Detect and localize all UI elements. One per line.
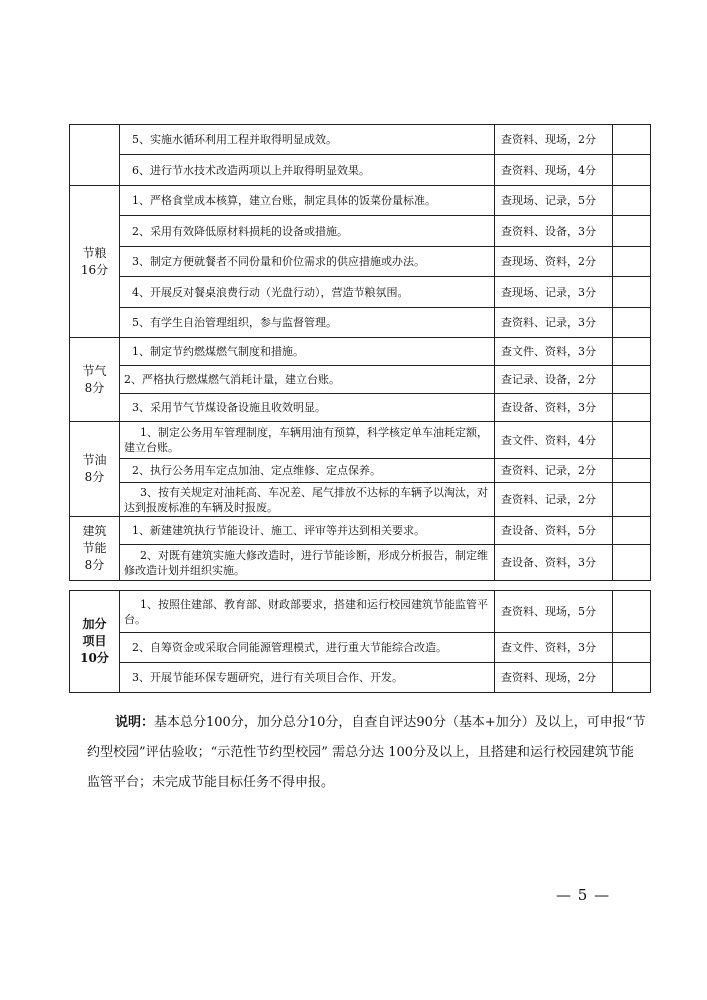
table-row bbox=[70, 422, 651, 459]
item-cell: 2、执行公务用车定点加油、定点维修、定点保养。 bbox=[120, 459, 495, 483]
item-cell: 1、按照住建部、教育部、财政部要求，搭建和运行校园建筑节能监管平台。 bbox=[120, 591, 495, 633]
page-number: — 5 — bbox=[556, 886, 611, 904]
category-cell bbox=[70, 591, 120, 693]
item-cell: 1、制定公务用车管理制度，车辆用油有预算，科学核定单车油耗定额，建立台账。 bbox=[120, 422, 495, 459]
category-cell bbox=[70, 338, 120, 422]
score-cell bbox=[613, 517, 651, 545]
bonus-table bbox=[69, 590, 651, 693]
method-cell: 查资料、现场，2分 bbox=[495, 663, 613, 693]
table-row bbox=[70, 663, 651, 693]
item-cell: 1、新建建筑执行节能设计、施工、评审等并达到相关要求。 bbox=[120, 517, 495, 545]
method-cell: 查资料、设备，3分 bbox=[495, 216, 613, 247]
score-cell bbox=[613, 545, 651, 581]
item-cell: 5、实施水循环利用工程并取得明显成效。 bbox=[120, 125, 495, 155]
item-cell: 1、严格食堂成本核算，建立台账，制定具体的饭菜份量标准。 bbox=[120, 186, 495, 216]
table-row bbox=[70, 186, 651, 216]
category-line: 节油 bbox=[82, 453, 107, 467]
table-row bbox=[70, 125, 651, 155]
table-row bbox=[70, 633, 651, 663]
category-line: 节气 bbox=[82, 363, 107, 378]
note-paragraph bbox=[87, 708, 647, 798]
category-line: 16分 bbox=[80, 262, 109, 277]
item-cell: 3、按有关规定对油耗高、车况差、尾气排放不达标的车辆予以淘汰，对达到报废标准的车辆及时报废。 bbox=[120, 483, 495, 517]
score-cell bbox=[613, 394, 651, 422]
score-cell bbox=[613, 422, 651, 459]
table-row bbox=[70, 394, 651, 422]
score-cell bbox=[613, 483, 651, 517]
table-row bbox=[70, 247, 651, 277]
method-cell: 查资料、记录，3分 bbox=[495, 308, 613, 338]
table-row bbox=[70, 338, 651, 366]
score-cell bbox=[613, 663, 651, 693]
scoring-table bbox=[69, 124, 651, 581]
item-cell: 3、开展节能环保专题研究，进行有关项目合作、开发。 bbox=[120, 663, 495, 693]
table-row bbox=[70, 591, 651, 633]
category-line: 节粮 bbox=[82, 245, 107, 260]
note-text: 基本总分100分，加分总分10分，自查自评达90分（基本+加分）及以上，可申报“节约型校园”评估验收；“示范性节约型校园” 需总分达 100分及以上，且搭建和运行校园建筑节能监管平台；未完成节能目标任务不得申报。 bbox=[87, 715, 646, 790]
item-cell: 3、采用节气节煤设备设施且收效明显。 bbox=[120, 394, 495, 422]
method-cell: 查记录、设备，2分 bbox=[495, 366, 613, 394]
method-cell: 查文件、资料，4分 bbox=[495, 422, 613, 459]
table-row bbox=[70, 308, 651, 338]
score-cell bbox=[613, 591, 651, 633]
category-line: 节能 bbox=[82, 541, 107, 555]
method-cell: 查设备、资料，3分 bbox=[495, 545, 613, 581]
category-line: 8分 bbox=[84, 470, 105, 484]
item-cell: 2、严格执行燃煤燃气消耗计量，建立台账。 bbox=[120, 366, 495, 394]
item-cell: 4、开展反对餐桌浪费行动（光盘行动），营造节粮氛围。 bbox=[120, 277, 495, 308]
method-cell: 查资料、记录，2分 bbox=[495, 459, 613, 483]
item-cell: 1、制定节约燃煤燃气制度和措施。 bbox=[120, 338, 495, 366]
method-cell: 查现场、资料，2分 bbox=[495, 247, 613, 277]
table-row bbox=[70, 216, 651, 247]
category-cell bbox=[70, 125, 120, 186]
table-row bbox=[70, 517, 651, 545]
table-row bbox=[70, 277, 651, 308]
score-cell bbox=[613, 277, 651, 308]
score-cell bbox=[613, 308, 651, 338]
table-row bbox=[70, 366, 651, 394]
score-cell bbox=[613, 633, 651, 663]
method-cell: 查文件、资料，3分 bbox=[495, 338, 613, 366]
score-cell bbox=[613, 338, 651, 366]
score-cell bbox=[613, 216, 651, 247]
score-cell bbox=[613, 459, 651, 483]
item-cell: 5、有学生自治管理组织，参与监督管理。 bbox=[120, 308, 495, 338]
score-cell bbox=[613, 247, 651, 277]
table-row bbox=[70, 545, 651, 581]
item-cell: 2、采用有效降低原材料损耗的设备或措施。 bbox=[120, 216, 495, 247]
item-cell: 2、对既有建筑实施大修改造时，进行节能诊断，形成分析报告，制定维修改造计划并组织实施。 bbox=[120, 545, 495, 581]
category-line: 8分 bbox=[84, 380, 105, 395]
table-row bbox=[70, 459, 651, 483]
score-cell bbox=[613, 366, 651, 394]
category-line: 10分 bbox=[80, 651, 109, 665]
item-cell: 6、进行节水技术改造两项以上并取得明显效果。 bbox=[120, 155, 495, 186]
category-cell bbox=[70, 186, 120, 338]
method-cell: 查文件、资料，3分 bbox=[495, 633, 613, 663]
item-cell: 2、自筹资金或采取合同能源管理模式，进行重大节能综合改造。 bbox=[120, 633, 495, 663]
score-cell bbox=[613, 155, 651, 186]
item-cell: 3、制定方便就餐者不同份量和价位需求的供应措施或办法。 bbox=[120, 247, 495, 277]
category-line: 项目 bbox=[82, 634, 107, 648]
score-cell bbox=[613, 125, 651, 155]
category-line: 建筑 bbox=[82, 524, 107, 538]
method-cell: 查资料、现场，2分 bbox=[495, 125, 613, 155]
note-lead: 说明： bbox=[115, 715, 155, 730]
category-cell bbox=[70, 422, 120, 517]
method-cell: 查设备、资料，3分 bbox=[495, 394, 613, 422]
method-cell: 查现场、记录，3分 bbox=[495, 277, 613, 308]
method-cell: 查现场、记录，5分 bbox=[495, 186, 613, 216]
explanation-note bbox=[87, 708, 647, 798]
table-row bbox=[70, 155, 651, 186]
category-line: 8分 bbox=[84, 558, 105, 572]
method-cell: 查资料、现场，5分 bbox=[495, 591, 613, 633]
method-cell: 查资料、记录，2分 bbox=[495, 483, 613, 517]
category-cell bbox=[70, 517, 120, 581]
method-cell: 查设备、资料，5分 bbox=[495, 517, 613, 545]
method-cell: 查资料、现场，4分 bbox=[495, 155, 613, 186]
category-line: 加分 bbox=[82, 617, 107, 631]
score-cell bbox=[613, 186, 651, 216]
table-row bbox=[70, 483, 651, 517]
